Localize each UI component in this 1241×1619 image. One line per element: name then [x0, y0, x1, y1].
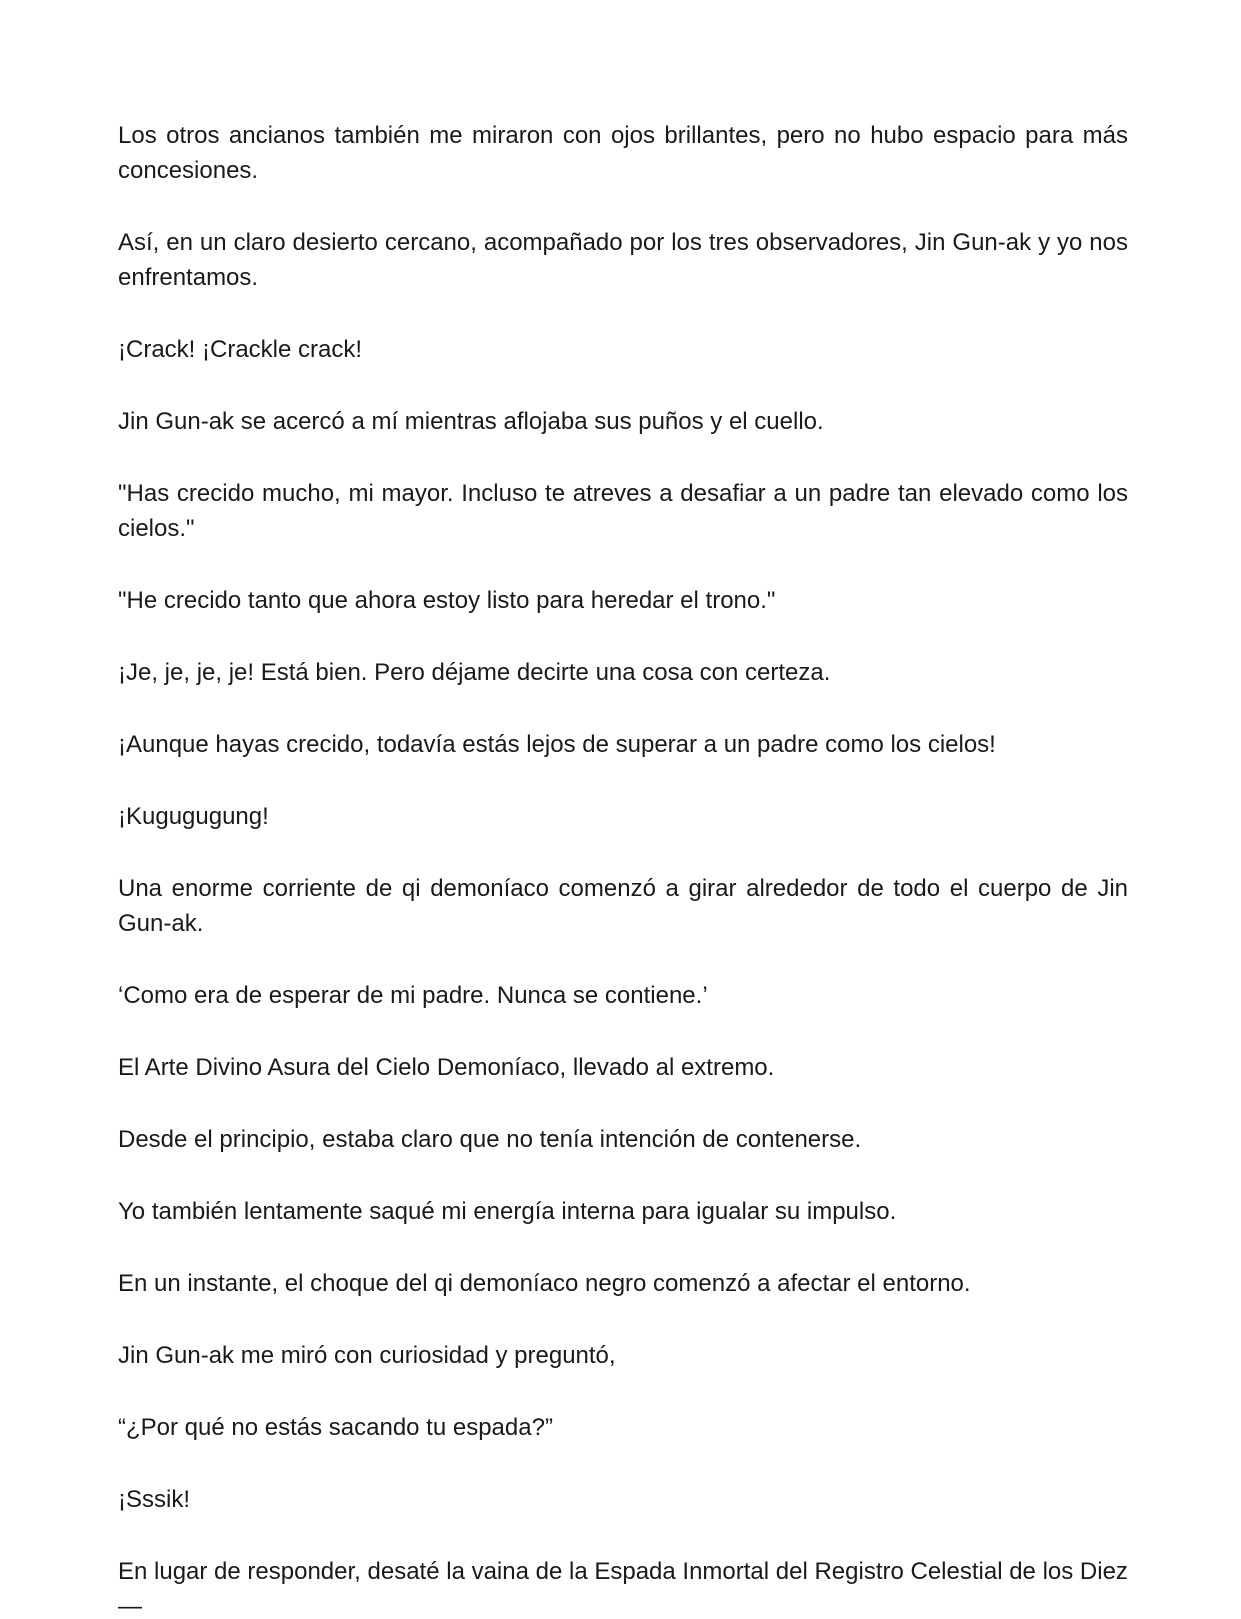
paragraph-16: Jin Gun-ak me miró con curiosidad y preguntó, [118, 1342, 616, 1369]
paragraph-5: "Has crecido mucho, mi mayor. Incluso te atreves a desafiar a un padre tan elevado como los cielos." [118, 480, 1128, 542]
document-body [118, 118, 1128, 1619]
paragraph-2: Así, en un claro desierto cercano, acompañado por los tres observadores, Jin Gun-ak y yo nos enfrentamos. [118, 229, 1128, 291]
paragraph-8: ¡Aunque hayas crecido, todavía estás lejos de superar a un padre como los cielos! [118, 731, 996, 758]
paragraph-9: ¡Kugugugung! [118, 803, 269, 830]
paragraph-4: Jin Gun-ak se acercó a mí mientras aflojaba sus puños y el cuello. [118, 408, 824, 435]
paragraph-10: Una enorme corriente de qi demoníaco comenzó a girar alrededor de todo el cuerpo de Jin Gun-ak. [118, 875, 1128, 937]
paragraph-11: ‘Como era de esperar de mi padre. Nunca se contiene.’ [118, 982, 708, 1009]
paragraph-17: “¿Por qué no estás sacando tu espada?” [118, 1414, 553, 1441]
paragraph-12: El Arte Divino Asura del Cielo Demoníaco, llevado al extremo. [118, 1054, 775, 1081]
paragraph-19: En lugar de responder, desaté la vaina de la Espada Inmortal del Registro Celestial de los Diez— [118, 1558, 1128, 1619]
paragraph-7: ¡Je, je, je, je! Está bien. Pero déjame decirte una cosa con certeza. [118, 659, 831, 686]
paragraph-1: Los otros ancianos también me miraron con ojos brillantes, pero no hubo espacio para más concesiones. [118, 122, 1128, 184]
paragraph-18: ¡Sssik! [118, 1486, 190, 1513]
paragraph-15: En un instante, el choque del qi demoníaco negro comenzó a afectar el entorno. [118, 1270, 971, 1297]
paragraph-6: "He crecido tanto que ahora estoy listo para heredar el trono." [118, 587, 776, 614]
paragraph-14: Yo también lentamente saqué mi energía interna para igualar su impulso. [118, 1198, 897, 1225]
paragraph-13: Desde el principio, estaba claro que no tenía intención de contenerse. [118, 1126, 862, 1153]
paragraph-3: ¡Crack! ¡Crackle crack! [118, 336, 363, 363]
